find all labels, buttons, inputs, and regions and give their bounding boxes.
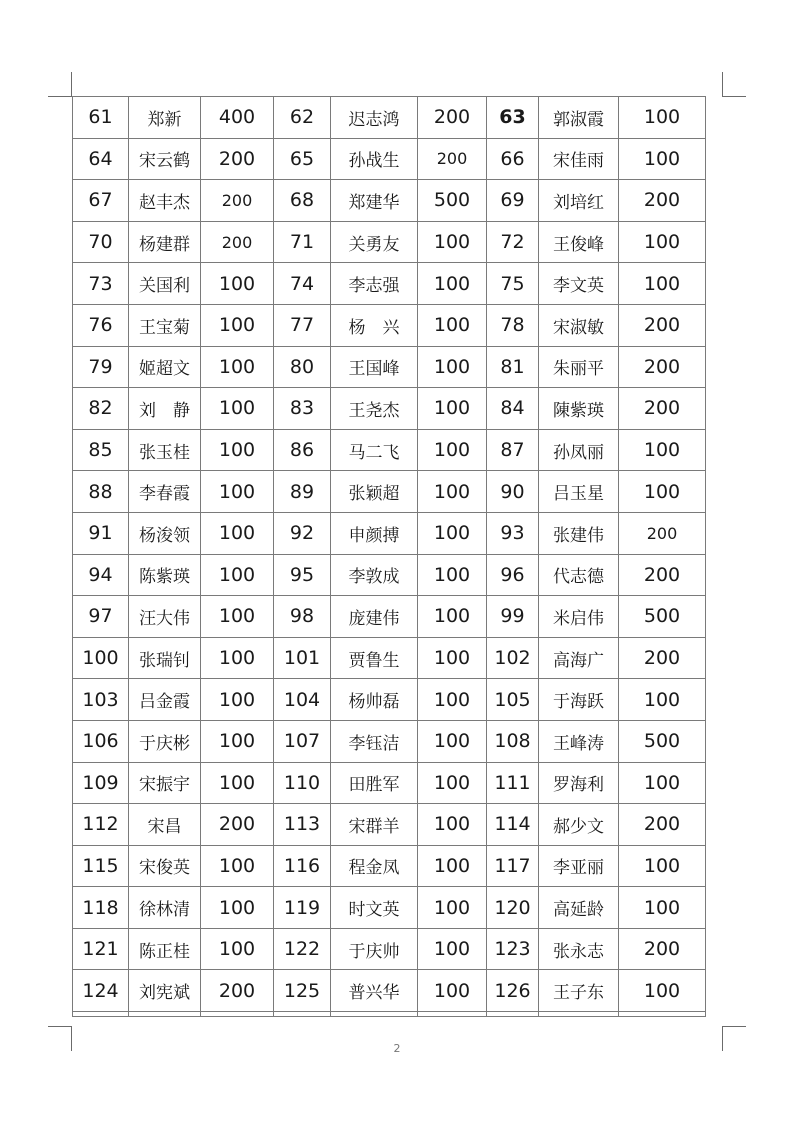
amount-cell: 100 [619, 138, 706, 180]
name-cell: 杨浚领 [129, 512, 201, 554]
amount-cell: 100 [201, 429, 274, 471]
amount-cell: 100 [619, 429, 706, 471]
name-cell: 徐林清 [129, 887, 201, 929]
amount-cell: 100 [418, 221, 487, 263]
amount-cell: 100 [201, 637, 274, 679]
table-row [73, 970, 706, 1012]
name-cell: 王尧杰 [331, 388, 418, 430]
amount-cell: 200 [201, 138, 274, 180]
name-cell: 米启伟 [539, 596, 619, 638]
name-cell: 陈紫瑛 [129, 554, 201, 596]
number-cell: 86 [274, 429, 331, 471]
amount-cell: 500 [418, 180, 487, 222]
name-cell: 刘宪斌 [129, 970, 201, 1012]
amount-cell: 100 [201, 304, 274, 346]
empty-cell [539, 1012, 619, 1017]
name-cell: 李志强 [331, 263, 418, 305]
name-cell: 张颖超 [331, 471, 418, 513]
name-cell: 宋昌 [129, 804, 201, 846]
table-row [73, 720, 706, 762]
number-cell: 116 [274, 845, 331, 887]
amount-cell: 200 [619, 388, 706, 430]
table-row [73, 304, 706, 346]
number-cell: 80 [274, 346, 331, 388]
number-cell: 82 [73, 388, 129, 430]
amount-cell: 100 [201, 554, 274, 596]
number-cell: 71 [274, 221, 331, 263]
number-cell: 68 [274, 180, 331, 222]
number-cell: 73 [73, 263, 129, 305]
amount-cell: 100 [619, 263, 706, 305]
name-cell: 张永志 [539, 928, 619, 970]
amount-cell: 100 [619, 887, 706, 929]
number-cell: 104 [274, 679, 331, 721]
name-cell: 杨帅磊 [331, 679, 418, 721]
number-cell: 107 [274, 720, 331, 762]
empty-cell [619, 1012, 706, 1017]
empty-cell [331, 1012, 418, 1017]
number-cell: 101 [274, 637, 331, 679]
amount-cell: 200 [619, 304, 706, 346]
name-cell: 李文英 [539, 263, 619, 305]
number-cell: 99 [487, 596, 539, 638]
name-cell: 庞建伟 [331, 596, 418, 638]
number-cell: 65 [274, 138, 331, 180]
name-cell: 迟志鸿 [331, 97, 418, 139]
name-cell: 陳紫瑛 [539, 388, 619, 430]
name-cell: 孙凤丽 [539, 429, 619, 471]
name-cell: 郝少文 [539, 804, 619, 846]
number-cell: 113 [274, 804, 331, 846]
number-cell: 67 [73, 180, 129, 222]
number-cell: 95 [274, 554, 331, 596]
amount-cell: 200 [201, 180, 274, 222]
number-cell: 124 [73, 970, 129, 1012]
amount-cell: 500 [619, 596, 706, 638]
name-cell: 关勇友 [331, 221, 418, 263]
amount-cell: 500 [619, 720, 706, 762]
table-row [73, 471, 706, 513]
amount-cell: 100 [619, 970, 706, 1012]
name-cell: 宋俊英 [129, 845, 201, 887]
corner-mark-bottom-left-h [48, 1026, 72, 1027]
amount-cell: 100 [201, 679, 274, 721]
name-cell: 代志德 [539, 554, 619, 596]
table-row [73, 512, 706, 554]
amount-cell: 200 [418, 97, 487, 139]
name-cell: 朱丽平 [539, 346, 619, 388]
amount-cell: 100 [418, 637, 487, 679]
name-cell: 李钰洁 [331, 720, 418, 762]
name-cell: 普兴华 [331, 970, 418, 1012]
empty-cell [487, 1012, 539, 1017]
name-cell: 汪大伟 [129, 596, 201, 638]
amount-cell: 100 [418, 596, 487, 638]
name-cell: 杨建群 [129, 221, 201, 263]
table-row [73, 804, 706, 846]
name-cell: 于庆帅 [331, 928, 418, 970]
amount-cell: 100 [418, 346, 487, 388]
number-cell: 83 [274, 388, 331, 430]
amount-cell: 100 [418, 304, 487, 346]
number-cell: 75 [487, 263, 539, 305]
number-cell: 76 [73, 304, 129, 346]
name-cell: 高延龄 [539, 887, 619, 929]
number-cell: 122 [274, 928, 331, 970]
amount-cell: 100 [201, 512, 274, 554]
name-cell: 王国峰 [331, 346, 418, 388]
table-row [73, 97, 706, 139]
number-cell: 105 [487, 679, 539, 721]
name-cell: 田胜军 [331, 762, 418, 804]
corner-mark-bottom-right-h [722, 1026, 746, 1027]
name-cell: 王子东 [539, 970, 619, 1012]
amount-cell: 100 [418, 429, 487, 471]
name-cell: 贾鲁生 [331, 637, 418, 679]
empty-cell [418, 1012, 487, 1017]
number-cell: 61 [73, 97, 129, 139]
number-cell: 97 [73, 596, 129, 638]
number-cell: 103 [73, 679, 129, 721]
number-cell: 85 [73, 429, 129, 471]
name-cell: 姬超文 [129, 346, 201, 388]
amount-cell: 100 [418, 970, 487, 1012]
amount-cell: 100 [418, 928, 487, 970]
table-row [73, 845, 706, 887]
empty-cell [73, 1012, 129, 1017]
name-cell: 李春霞 [129, 471, 201, 513]
number-cell: 92 [274, 512, 331, 554]
name-cell: 宋佳雨 [539, 138, 619, 180]
table-row [73, 388, 706, 430]
number-cell: 66 [487, 138, 539, 180]
amount-cell: 200 [418, 138, 487, 180]
number-cell: 111 [487, 762, 539, 804]
name-cell: 高海广 [539, 637, 619, 679]
name-cell: 陈正桂 [129, 928, 201, 970]
name-cell: 罗海利 [539, 762, 619, 804]
corner-mark-top-right-h [722, 96, 746, 97]
amount-cell: 100 [418, 804, 487, 846]
amount-cell: 200 [201, 804, 274, 846]
amount-cell: 100 [619, 679, 706, 721]
name-cell: 吕金霞 [129, 679, 201, 721]
name-cell: 吕玉星 [539, 471, 619, 513]
empty-cell [274, 1012, 331, 1017]
name-cell: 郑建华 [331, 180, 418, 222]
number-cell: 106 [73, 720, 129, 762]
amount-cell: 100 [418, 887, 487, 929]
amount-cell: 100 [619, 221, 706, 263]
name-cell: 关国利 [129, 263, 201, 305]
number-cell: 81 [487, 346, 539, 388]
corner-mark-top-left-v [71, 72, 72, 96]
name-cell: 张玉桂 [129, 429, 201, 471]
number-cell: 102 [487, 637, 539, 679]
number-cell: 96 [487, 554, 539, 596]
number-cell: 84 [487, 388, 539, 430]
number-cell: 123 [487, 928, 539, 970]
table-row [73, 138, 706, 180]
amount-cell: 100 [619, 762, 706, 804]
empty-cell [201, 1012, 274, 1017]
table-row [73, 928, 706, 970]
number-cell: 108 [487, 720, 539, 762]
amount-cell: 100 [418, 845, 487, 887]
amount-cell: 100 [418, 762, 487, 804]
amount-cell: 100 [201, 762, 274, 804]
number-cell: 120 [487, 887, 539, 929]
number-cell: 119 [274, 887, 331, 929]
table-row [73, 180, 706, 222]
amount-cell: 100 [201, 887, 274, 929]
amount-cell: 100 [619, 845, 706, 887]
amount-cell: 100 [418, 388, 487, 430]
number-cell: 114 [487, 804, 539, 846]
amount-cell: 100 [201, 263, 274, 305]
number-cell: 121 [73, 928, 129, 970]
number-cell: 74 [274, 263, 331, 305]
table-row [73, 429, 706, 471]
table-row [73, 762, 706, 804]
number-cell: 118 [73, 887, 129, 929]
name-cell: 申颜搏 [331, 512, 418, 554]
amount-cell: 100 [418, 679, 487, 721]
name-cell: 张建伟 [539, 512, 619, 554]
name-cell: 时文英 [331, 887, 418, 929]
table-row [73, 887, 706, 929]
amount-cell: 100 [201, 845, 274, 887]
number-cell: 110 [274, 762, 331, 804]
table-row [73, 263, 706, 305]
amount-cell: 100 [418, 554, 487, 596]
amount-cell: 200 [619, 554, 706, 596]
table-row [73, 221, 706, 263]
amount-cell: 100 [418, 471, 487, 513]
name-cell: 王宝菊 [129, 304, 201, 346]
table-row [73, 346, 706, 388]
name-cell: 于海跃 [539, 679, 619, 721]
name-cell: 李敦成 [331, 554, 418, 596]
name-cell: 张瑞钊 [129, 637, 201, 679]
amount-cell: 200 [619, 512, 706, 554]
amount-cell: 100 [201, 928, 274, 970]
number-cell: 62 [274, 97, 331, 139]
number-cell: 78 [487, 304, 539, 346]
number-cell: 72 [487, 221, 539, 263]
amount-cell: 100 [201, 596, 274, 638]
amount-cell: 100 [418, 720, 487, 762]
page-number: 2 [393, 1042, 401, 1055]
number-cell: 126 [487, 970, 539, 1012]
number-cell: 90 [487, 471, 539, 513]
table-row-cutoff [73, 1012, 706, 1017]
amount-cell: 200 [619, 637, 706, 679]
number-cell: 69 [487, 180, 539, 222]
amount-cell: 100 [619, 97, 706, 139]
amount-cell: 100 [418, 512, 487, 554]
amount-cell: 100 [201, 388, 274, 430]
table-row [73, 596, 706, 638]
name-cell: 程金凤 [331, 845, 418, 887]
amount-cell: 400 [201, 97, 274, 139]
corner-mark-top-left-h [48, 96, 72, 97]
number-cell: 87 [487, 429, 539, 471]
amount-cell: 200 [619, 804, 706, 846]
number-cell: 117 [487, 845, 539, 887]
number-cell: 112 [73, 804, 129, 846]
table-row [73, 637, 706, 679]
corner-mark-top-right-v [722, 72, 723, 96]
amount-cell: 200 [201, 970, 274, 1012]
name-cell: 宋振宇 [129, 762, 201, 804]
amount-cell: 200 [619, 346, 706, 388]
empty-cell [129, 1012, 201, 1017]
number-cell: 115 [73, 845, 129, 887]
amount-cell: 100 [418, 263, 487, 305]
number-cell: 79 [73, 346, 129, 388]
number-cell: 109 [73, 762, 129, 804]
donation-table [72, 96, 706, 1017]
name-cell: 宋群羊 [331, 804, 418, 846]
number-cell: 63 [487, 97, 539, 139]
name-cell: 王俊峰 [539, 221, 619, 263]
number-cell: 70 [73, 221, 129, 263]
table-row [73, 679, 706, 721]
name-cell: 王峰涛 [539, 720, 619, 762]
number-cell: 93 [487, 512, 539, 554]
name-cell: 宋云鹤 [129, 138, 201, 180]
number-cell: 91 [73, 512, 129, 554]
number-cell: 88 [73, 471, 129, 513]
name-cell: 杨 兴 [331, 304, 418, 346]
amount-cell: 100 [201, 720, 274, 762]
number-cell: 125 [274, 970, 331, 1012]
number-cell: 64 [73, 138, 129, 180]
name-cell: 李亚丽 [539, 845, 619, 887]
name-cell: 孙战生 [331, 138, 418, 180]
name-cell: 刘培红 [539, 180, 619, 222]
amount-cell: 100 [201, 346, 274, 388]
name-cell: 于庆彬 [129, 720, 201, 762]
name-cell: 马二飞 [331, 429, 418, 471]
number-cell: 77 [274, 304, 331, 346]
name-cell: 郭淑霞 [539, 97, 619, 139]
amount-cell: 100 [619, 471, 706, 513]
amount-cell: 100 [201, 471, 274, 513]
table-row [73, 554, 706, 596]
amount-cell: 200 [201, 221, 274, 263]
number-cell: 98 [274, 596, 331, 638]
number-cell: 100 [73, 637, 129, 679]
name-cell: 宋淑敏 [539, 304, 619, 346]
name-cell: 刘 静 [129, 388, 201, 430]
name-cell: 赵丰杰 [129, 180, 201, 222]
amount-cell: 200 [619, 928, 706, 970]
amount-cell: 200 [619, 180, 706, 222]
number-cell: 94 [73, 554, 129, 596]
number-cell: 89 [274, 471, 331, 513]
name-cell: 郑新 [129, 97, 201, 139]
